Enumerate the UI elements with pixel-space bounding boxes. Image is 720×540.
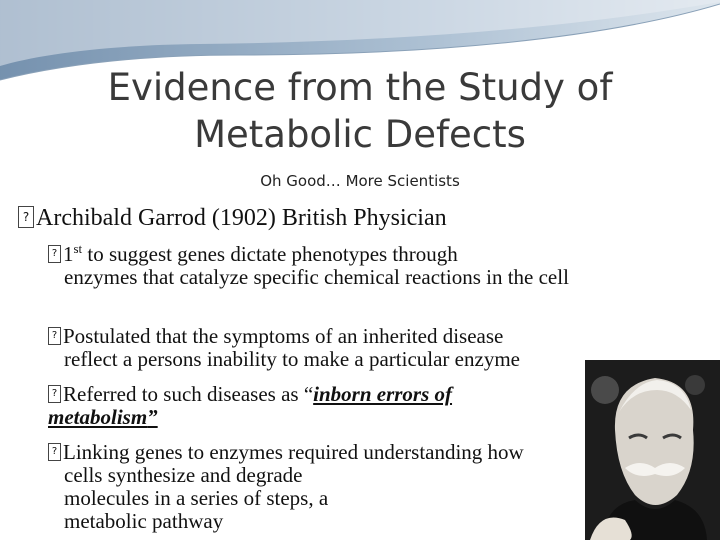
bullet-icon	[18, 206, 34, 228]
main-bullet-text: Archibald Garrod (1902) British Physician	[36, 205, 447, 231]
bullet-icon	[48, 443, 61, 461]
sub-bullet-2: ?Postulated that the symptoms of an inherited disease reflect a persons inability to make a particular enzyme	[48, 325, 658, 371]
sub-bullet-1: ?1st to suggest genes dictate phenotypes through enzymes that catalyze specific chemical reactions in the cell	[48, 243, 658, 289]
sub-bullet-3: ?Referred to such diseases as “inborn errors of metabolism”	[48, 383, 548, 429]
main-bullet	[18, 205, 447, 232]
scientist-portrait	[585, 360, 720, 540]
sub-bullet-4: ?Linking genes to enzymes required understanding how cells synthesize and degrade molecules in a series of steps, a metabolic pathway	[48, 441, 658, 533]
bullet-icon	[48, 245, 61, 263]
bullet-icon	[48, 327, 61, 345]
bullet-icon	[48, 385, 61, 403]
slide-title: Evidence from the Study of Metabolic Defects	[107, 66, 613, 156]
slide-subtitle: Oh Good… More Scientists	[260, 172, 460, 190]
